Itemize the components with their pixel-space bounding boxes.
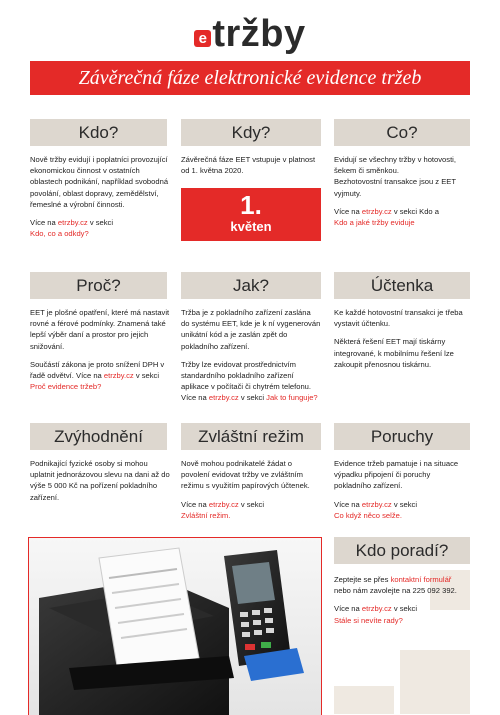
card-rezim-text: Nově mohou podnikatelé žádat o povolení evidovat tržby ve zvláštním režimu s využitím papírových účtenek. <box>181 459 310 491</box>
logo <box>0 10 500 58</box>
card-kdo-body <box>30 154 170 246</box>
card-poradi-more: Více na etrzby.cz v sekci Stále si nevíte rady? <box>334 604 418 625</box>
card-proc-body <box>30 307 170 399</box>
logo-mark-icon: e <box>194 30 211 47</box>
card-co-text2: Bezhotovostní transakce jsou z EET vyjmuty. <box>334 177 456 198</box>
card-jak-body <box>181 307 321 411</box>
card-poruchy-title: Poruchy <box>334 423 470 450</box>
card-jak-text2: Tržby lze evidovat prostřednictvím standardního pokladního zařízení aplikace v počítači či chytrém telefonu. Více na etrzby.cz v sekci Jak to funguje? <box>181 359 318 403</box>
section-link-rezim[interactable]: Zvláštní režim. <box>181 510 231 520</box>
section-link-poruchy[interactable]: Co když něco selže. <box>334 510 402 520</box>
date-badge-month: květen <box>230 219 272 234</box>
deco-shape <box>334 686 394 714</box>
card-co-title: Co? <box>334 119 470 146</box>
etrzby-link[interactable]: etrzby.cz <box>361 206 392 216</box>
phone-number[interactable]: 225 092 392 <box>412 586 455 596</box>
card-zvyhodneni-title: Zvýhodnění <box>30 423 167 450</box>
section-link-proc[interactable]: Proč evidence tržeb? <box>30 382 102 392</box>
card-rezim-body <box>181 458 316 528</box>
card-proc-title: Proč? <box>30 272 167 299</box>
card-poruchy-text: Evidence tržeb pamatuje i na situace výpadku připojení či poruchy pokladního zařízení. <box>334 459 459 491</box>
card-rezim-title: Zvláštní režim <box>181 423 321 450</box>
card-poradi-title: Kdo poradí? <box>334 537 470 564</box>
section-link-jak[interactable]: Jak to funguje? <box>266 393 318 403</box>
card-co-body <box>334 154 474 235</box>
card-jak-title: Jak? <box>181 272 321 299</box>
card-zvyhodneni-text: Podnikající fyzické osoby si mohou uplatnit jednorázovou slevu na dani až do výše 5 000 Kč na pořízení pokladního zařízení. <box>30 459 170 502</box>
date-badge <box>181 188 321 241</box>
card-uctenka-title: Účtenka <box>334 272 470 299</box>
card-kdy-title: Kdy? <box>181 119 321 146</box>
section-link-poradi[interactable]: Stále si nevíte rady? <box>334 615 403 625</box>
card-poradi-body <box>334 574 470 633</box>
card-kdy-body <box>181 154 316 183</box>
discount-amount: 5 000 Kč <box>47 481 78 491</box>
card-kdo-title: Kdo? <box>30 119 167 146</box>
etrzby-link[interactable]: etrzby.cz <box>361 604 392 614</box>
etrzby-link[interactable]: etrzby.cz <box>208 499 239 509</box>
card-kdo-more: Více na etrzby.cz v sekci Kdo, co a odkdy? <box>30 218 114 239</box>
card-jak-text1: Tržba je z pokladního zařízení zaslána do systému EET, kde je k ní vygenerován unikátní kód a je zaslán zpět do pokladního zařízení. <box>181 308 321 351</box>
card-uctenka-text2: Některá řešení EET mají tiskárny integrované, k mobilnímu řešení lze zakoupit přenosnou tiskárnu. <box>334 337 454 369</box>
card-kdo-text: Nově tržby evidují i poplatníci provozující ekonomickou činnost v ostatních oblastech podnikání, například svobodná povolání, oblast dopravy, zemědělství, řemeslné a výrobní činnosti. <box>30 155 169 209</box>
etrzby-link[interactable]: etrzby.cz <box>103 371 134 381</box>
etrzby-link[interactable]: etrzby.cz <box>361 499 392 509</box>
cash-register-photo <box>28 537 322 715</box>
logo-word: tržby <box>212 13 306 55</box>
contact-form-link[interactable]: kontaktní formulář <box>390 575 452 584</box>
card-kdy-text: Závěrečná fáze EET vstupuje v platnost od 1. května 2020. <box>181 155 316 176</box>
date-badge-day: 1. <box>240 190 262 220</box>
card-poruchy-more: Více na etrzby.cz v sekci Co když něco selže. <box>334 499 418 520</box>
card-uctenka-text1: Ke každé hotovostní transakci je třeba vystavit účtenku. <box>334 308 463 329</box>
deco-shape <box>400 650 470 714</box>
section-link-co[interactable]: Kdo a jaké tržby eviduje <box>334 218 415 228</box>
card-co-text1: Evidují se všechny tržby v hotovosti, šekem či směnkou. <box>334 155 456 176</box>
card-zvyhodneni-body <box>30 458 170 510</box>
section-link-kdo[interactable]: Kdo, co a odkdy? <box>30 229 89 239</box>
cash-register-illustration <box>29 538 321 715</box>
card-co-more: Více na etrzby.cz v sekci Kdo a Kdo a jaké tržby eviduje <box>334 206 439 228</box>
card-rezim-more: Více na etrzby.cz v sekci Zvláštní režim. <box>181 499 265 520</box>
card-proc-text1: EET je plošné opatření, které má nastavit rovné a férové podmínky. Znamená také lepší výběr daní a prostor pro jejich snižování. <box>30 308 170 351</box>
etrzby-link[interactable]: etrzby.cz <box>57 218 88 228</box>
card-proc-text2: Součástí zákona je proto snížení DPH v řadě odvětví. Více na etrzby.cz v sekci Proč evidence tržeb? <box>30 359 165 392</box>
page-title: Závěrečná fáze elektronické evidence tržeb <box>30 61 470 95</box>
card-poruchy-body <box>334 458 469 528</box>
card-poradi-text: Zeptejte se přes kontaktní formulář nebo nám zavolejte na 225 092 392. <box>334 575 457 596</box>
card-uctenka-body <box>334 307 469 377</box>
etrzby-link[interactable]: etrzby.cz <box>208 393 239 403</box>
